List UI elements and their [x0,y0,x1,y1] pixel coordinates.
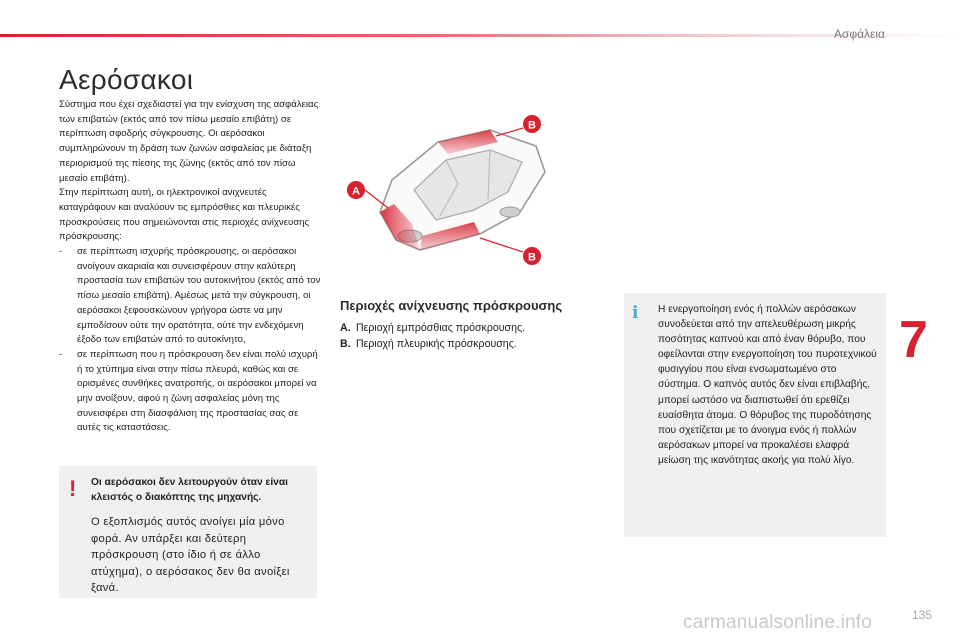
intro-paragraph-1: Σύστημα που έχει σχεδιαστεί για την ενίσχυση της ασφάλειας των επιβατών (εκτός από τον πίσω μεσαίο επιβάτη) σε περίπτωση σφοδρής σύγκρουσης. Οι αερόσακοι συμπληρώνουν τη δράση των ζωνών ασφαλείας με διάταξη περιορισμού της πίεσης της ζώνης (εκτός από τον πίσω μεσαίο επιβάτη). [59,99,319,184]
intro-paragraph-2: Στην περίπτωση αυτή, οι ηλεκτρονικοί ανιχνευτές καταγράφουν και αναλύουν τις εμπρόσθιες και πλευρικές προσκρούσεις που σημειώνονται στις περιοχές ανίχνευσης πρόσκρουσης: [59,187,310,243]
detection-bullets [59,245,321,436]
info-box [624,293,886,537]
watermark: carmanualsonline.info [683,612,873,633]
section-label: Ασφάλεια [833,27,885,41]
zone-letter: B. [340,338,351,350]
chapter-number: 7 [899,311,928,369]
info-text: Η ενεργοποίηση ενός ή πολλών αερόσακων συνοδεύεται από την απελευθέρωση μικρής ποσότητας καπνού και από έναν θόρυβο, που οφείλονται στην ενεργοποίηση του πυροτεχνικού φυσιγγίου που είναι ενσωματωμένο στο σύστημα. Ο καπνός αυτός δεν είναι επιβλαβής, μπορεί ωστόσο να διαπιστωθεί ότι ερεθίζει ευαίσθητα άτομα. Ο θόρυβος της πυροδότησης που σχετίζεται με το άνοιγμα ενός ή πολλών αερόσακων μπορεί να προκαλέσει ελαφρά μείωση της ικανότητας ακοής για πολύ λίγο. [658,304,877,466]
zone-item [340,336,600,352]
page-number: 135 [912,608,933,622]
zones-title: Περιοχές ανίχνευσης πρόσκρουσης [340,298,563,313]
zone-text: Περιοχή εμπρόσθιας πρόσκρουσης. [356,322,526,334]
marker-b-top [496,115,541,136]
page-title: Αερόσακοι [59,64,194,95]
info-icon: i [632,303,639,323]
warning-title: Οι αερόσακοι δεν λειτουργούν όταν είναι κλειστός ο διακόπτης της μηχανής. [91,477,288,503]
marker-a [347,181,388,208]
marker-a-label: A [352,185,360,198]
zone-text: Περιοχή πλευρικής πρόσκρουσης. [356,338,517,350]
bullet-text: σε περίπτωση ισχυρής πρόσκρουσης, οι αερόσακοι ανοίγουν ακαριαία και συνεισφέρουν στην καλύτερη προστασία των επιβατών του αυτοκινήτου (εκτός από τον πίσω μεσαίο επιβάτη). Αμέσως μετά την σύγκρουση, οι αερόσακοι ξεφουσκώνουν γρήγορα ώστε να μην εμποδίσουν ούτε την ορατότητα, ούτε την ενδεχόμενη έξοδο των επιβατών από το αυτοκίνητο, [77,246,321,346]
bullet-text: σε περίπτωση που η πρόσκρουση δεν είναι πολύ ισχυρή ή το χτύπημα είναι στην πίσω πλευρά, καθώς και σε ορισμένες συνθήκες ανατροπής, οι αερόσακοι μπορεί να μην ανοίξουν, αφού η ζώνη ασφαλείας μόνη της συνεισφέρει στη διασφάλιση της προστασίας σας σε αυτές τις καταστάσεις. [77,348,318,434]
zone-item [340,320,600,336]
header-rule [0,34,960,37]
warning-box [59,466,317,598]
car-detection-diagram [340,108,552,278]
intro-text [59,98,321,436]
bullet-item [59,348,321,436]
marker-b-bottom [480,238,541,265]
zones-list [340,320,600,352]
warning-text: Ο εξοπλισμός αυτός ανοίγει μία μόνο φορά. Αν υπάρξει και δεύτερη πρόσκρουση (στο ίδιο ή σε άλλο ατύχημα), ο αερόσακος δεν θα ανοίξει ξανά. [91,516,290,595]
bullet-item [59,245,321,348]
marker-b-bottom-label: B [528,251,536,264]
bullet-dash: - [59,348,63,360]
bullet-dash: - [59,246,63,258]
zone-letter: A. [340,322,351,334]
marker-b-top-label: B [528,119,536,132]
warning-icon: ! [69,476,77,501]
